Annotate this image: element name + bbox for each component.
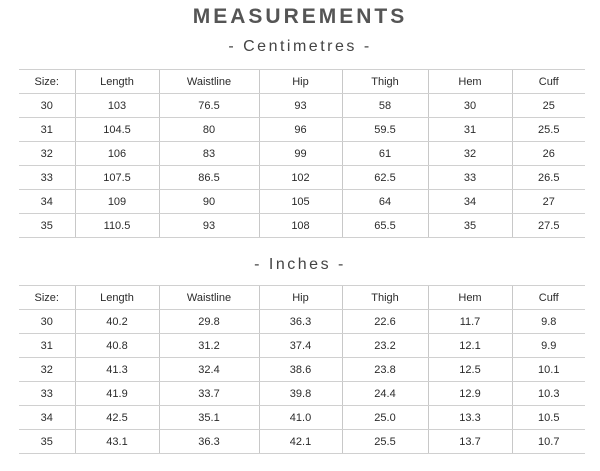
table-cell: 90 — [159, 190, 259, 214]
table-cell: 27.5 — [512, 214, 585, 238]
column-header-size: Size: — [19, 286, 75, 310]
table-cell: 34 — [19, 406, 75, 430]
table-cell: 23.8 — [342, 358, 428, 382]
table-cell: 34 — [19, 190, 75, 214]
table-cell: 35 — [428, 214, 512, 238]
table-cell: 13.7 — [428, 430, 512, 454]
table-cell: 26.5 — [512, 166, 585, 190]
column-header-cuff: Cuff — [512, 286, 585, 310]
table-cell: 35 — [19, 430, 75, 454]
table-cell: 59.5 — [342, 118, 428, 142]
table-cell: 27 — [512, 190, 585, 214]
table-cell: 30 — [19, 310, 75, 334]
inches-section-title: - Inches - — [254, 256, 346, 273]
table-cell: 10.5 — [512, 406, 585, 430]
table-cell: 96 — [259, 118, 342, 142]
table-cell: 110.5 — [75, 214, 159, 238]
table-cell: 23.2 — [342, 334, 428, 358]
column-header-thigh: Thigh — [342, 70, 428, 94]
table-cell: 11.7 — [428, 310, 512, 334]
table-cell: 58 — [342, 94, 428, 118]
table-cell: 33.7 — [159, 382, 259, 406]
table-cell: 12.9 — [428, 382, 512, 406]
table-cell: 64 — [342, 190, 428, 214]
table-cell: 38.6 — [259, 358, 342, 382]
table-cell: 65.5 — [342, 214, 428, 238]
table-cell: 24.4 — [342, 382, 428, 406]
table-row — [19, 214, 585, 238]
table-cell: 13.3 — [428, 406, 512, 430]
table-cell: 32.4 — [159, 358, 259, 382]
table-cell: 33 — [19, 382, 75, 406]
table-cell: 41.9 — [75, 382, 159, 406]
table-cell: 33 — [19, 166, 75, 190]
table-row — [19, 118, 585, 142]
table-cell: 83 — [159, 142, 259, 166]
table-cell: 109 — [75, 190, 159, 214]
column-header-length: Length — [75, 70, 159, 94]
table-cell: 39.8 — [259, 382, 342, 406]
table-cell: 22.6 — [342, 310, 428, 334]
table-cell: 76.5 — [159, 94, 259, 118]
table-row — [19, 358, 585, 382]
table-row — [19, 166, 585, 190]
centimetres-table — [19, 69, 585, 238]
table-cell: 42.5 — [75, 406, 159, 430]
table-cell: 105 — [259, 190, 342, 214]
table-cell: 104.5 — [75, 118, 159, 142]
table-row — [19, 94, 585, 118]
table-cell: 12.5 — [428, 358, 512, 382]
table-cell: 30 — [19, 94, 75, 118]
table-cell: 37.4 — [259, 334, 342, 358]
page-title: MEASUREMENTS — [192, 5, 408, 28]
table-cell: 10.1 — [512, 358, 585, 382]
table-cell: 40.2 — [75, 310, 159, 334]
table-cell: 36.3 — [159, 430, 259, 454]
column-header-hem: Hem — [428, 70, 512, 94]
column-header-waistline: Waistline — [159, 70, 259, 94]
column-header-size: Size: — [19, 70, 75, 94]
table-cell: 32 — [428, 142, 512, 166]
table-cell: 86.5 — [159, 166, 259, 190]
table-cell: 41.0 — [259, 406, 342, 430]
table-cell: 31 — [428, 118, 512, 142]
table-row — [19, 430, 585, 454]
table-cell: 108 — [259, 214, 342, 238]
column-header-hip: Hip — [259, 70, 342, 94]
table-cell: 106 — [75, 142, 159, 166]
column-header-length: Length — [75, 286, 159, 310]
table-cell: 93 — [259, 94, 342, 118]
table-cell: 30 — [428, 94, 512, 118]
table-cell: 93 — [159, 214, 259, 238]
table-cell: 12.1 — [428, 334, 512, 358]
table-header-row — [19, 286, 585, 310]
table-cell: 31 — [19, 334, 75, 358]
centimetres-section-title: - Centimetres - — [228, 38, 372, 55]
table-row — [19, 142, 585, 166]
table-cell: 35 — [19, 214, 75, 238]
table-cell: 62.5 — [342, 166, 428, 190]
column-header-hem: Hem — [428, 286, 512, 310]
table-header-row — [19, 70, 585, 94]
table-cell: 9.8 — [512, 310, 585, 334]
table-cell: 35.1 — [159, 406, 259, 430]
table-row — [19, 406, 585, 430]
inches-table — [19, 285, 585, 454]
table-cell: 99 — [259, 142, 342, 166]
table-cell: 10.3 — [512, 382, 585, 406]
table-cell: 34 — [428, 190, 512, 214]
table-cell: 25.5 — [512, 118, 585, 142]
table-cell: 31 — [19, 118, 75, 142]
table-cell: 9.9 — [512, 334, 585, 358]
table-cell: 25 — [512, 94, 585, 118]
table-cell: 42.1 — [259, 430, 342, 454]
table-cell: 61 — [342, 142, 428, 166]
table-row — [19, 382, 585, 406]
table-cell: 102 — [259, 166, 342, 190]
table-cell: 32 — [19, 142, 75, 166]
table-cell: 33 — [428, 166, 512, 190]
column-header-thigh: Thigh — [342, 286, 428, 310]
table-row — [19, 310, 585, 334]
table-cell: 26 — [512, 142, 585, 166]
table-cell: 31.2 — [159, 334, 259, 358]
table-cell: 36.3 — [259, 310, 342, 334]
column-header-cuff: Cuff — [512, 70, 585, 94]
table-row — [19, 334, 585, 358]
table-cell: 103 — [75, 94, 159, 118]
column-header-hip: Hip — [259, 286, 342, 310]
table-cell: 80 — [159, 118, 259, 142]
table-cell: 43.1 — [75, 430, 159, 454]
table-cell: 107.5 — [75, 166, 159, 190]
table-cell: 41.3 — [75, 358, 159, 382]
table-cell: 32 — [19, 358, 75, 382]
table-cell: 25.0 — [342, 406, 428, 430]
table-row — [19, 190, 585, 214]
table-cell: 10.7 — [512, 430, 585, 454]
table-cell: 25.5 — [342, 430, 428, 454]
table-cell: 40.8 — [75, 334, 159, 358]
table-cell: 29.8 — [159, 310, 259, 334]
column-header-waistline: Waistline — [159, 286, 259, 310]
